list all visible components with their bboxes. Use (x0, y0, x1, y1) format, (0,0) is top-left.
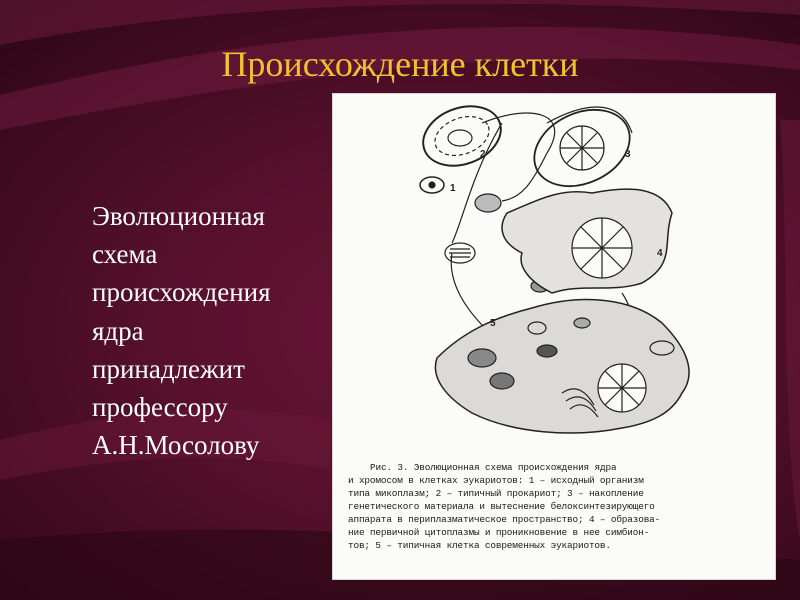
body-line: профессору (92, 392, 228, 423)
caption-line: ние первичной цитоплазмы и проникновение в нее симбион- (348, 527, 650, 538)
cell-evolution-drawing (332, 93, 776, 463)
figure-label-1: 1 (450, 183, 456, 194)
body-line: А.Н.Мосолову (92, 430, 260, 461)
caption-line: аппарата в периплазматическое пространство; 4 – образова- (348, 514, 661, 525)
caption-line: генетического материала и вытеснение белоксинтезирующего (348, 501, 655, 512)
caption-line: и хромосом в клетках эукариотов: 1 – исходный организм (348, 475, 644, 486)
body-line: Эволюционная (92, 201, 265, 231)
caption-line: типа микоплазм; 2 – типичный прокариот; 3 – накопление (348, 488, 644, 499)
figure-caption (348, 461, 768, 552)
body-line: происхождения (92, 277, 271, 308)
slide-title: Происхождение клетки (221, 44, 579, 84)
cell-origin-figure (332, 93, 776, 580)
body-line: ядра (92, 315, 144, 346)
slide-body-text (92, 197, 327, 464)
figure-label-5: 5 (490, 318, 496, 329)
figure-label-3: 3 (625, 149, 631, 160)
body-line: принадлежит (92, 353, 245, 384)
caption-line: Рис. 3. Эволюционная схема происхождения ядра (370, 462, 617, 473)
caption-line: тов; 5 – типичная клетка современных эукариотов. (348, 540, 611, 551)
figure-label-4: 4 (657, 248, 663, 259)
figure-label-2: 2 (480, 149, 486, 160)
body-line: схема (92, 239, 158, 270)
